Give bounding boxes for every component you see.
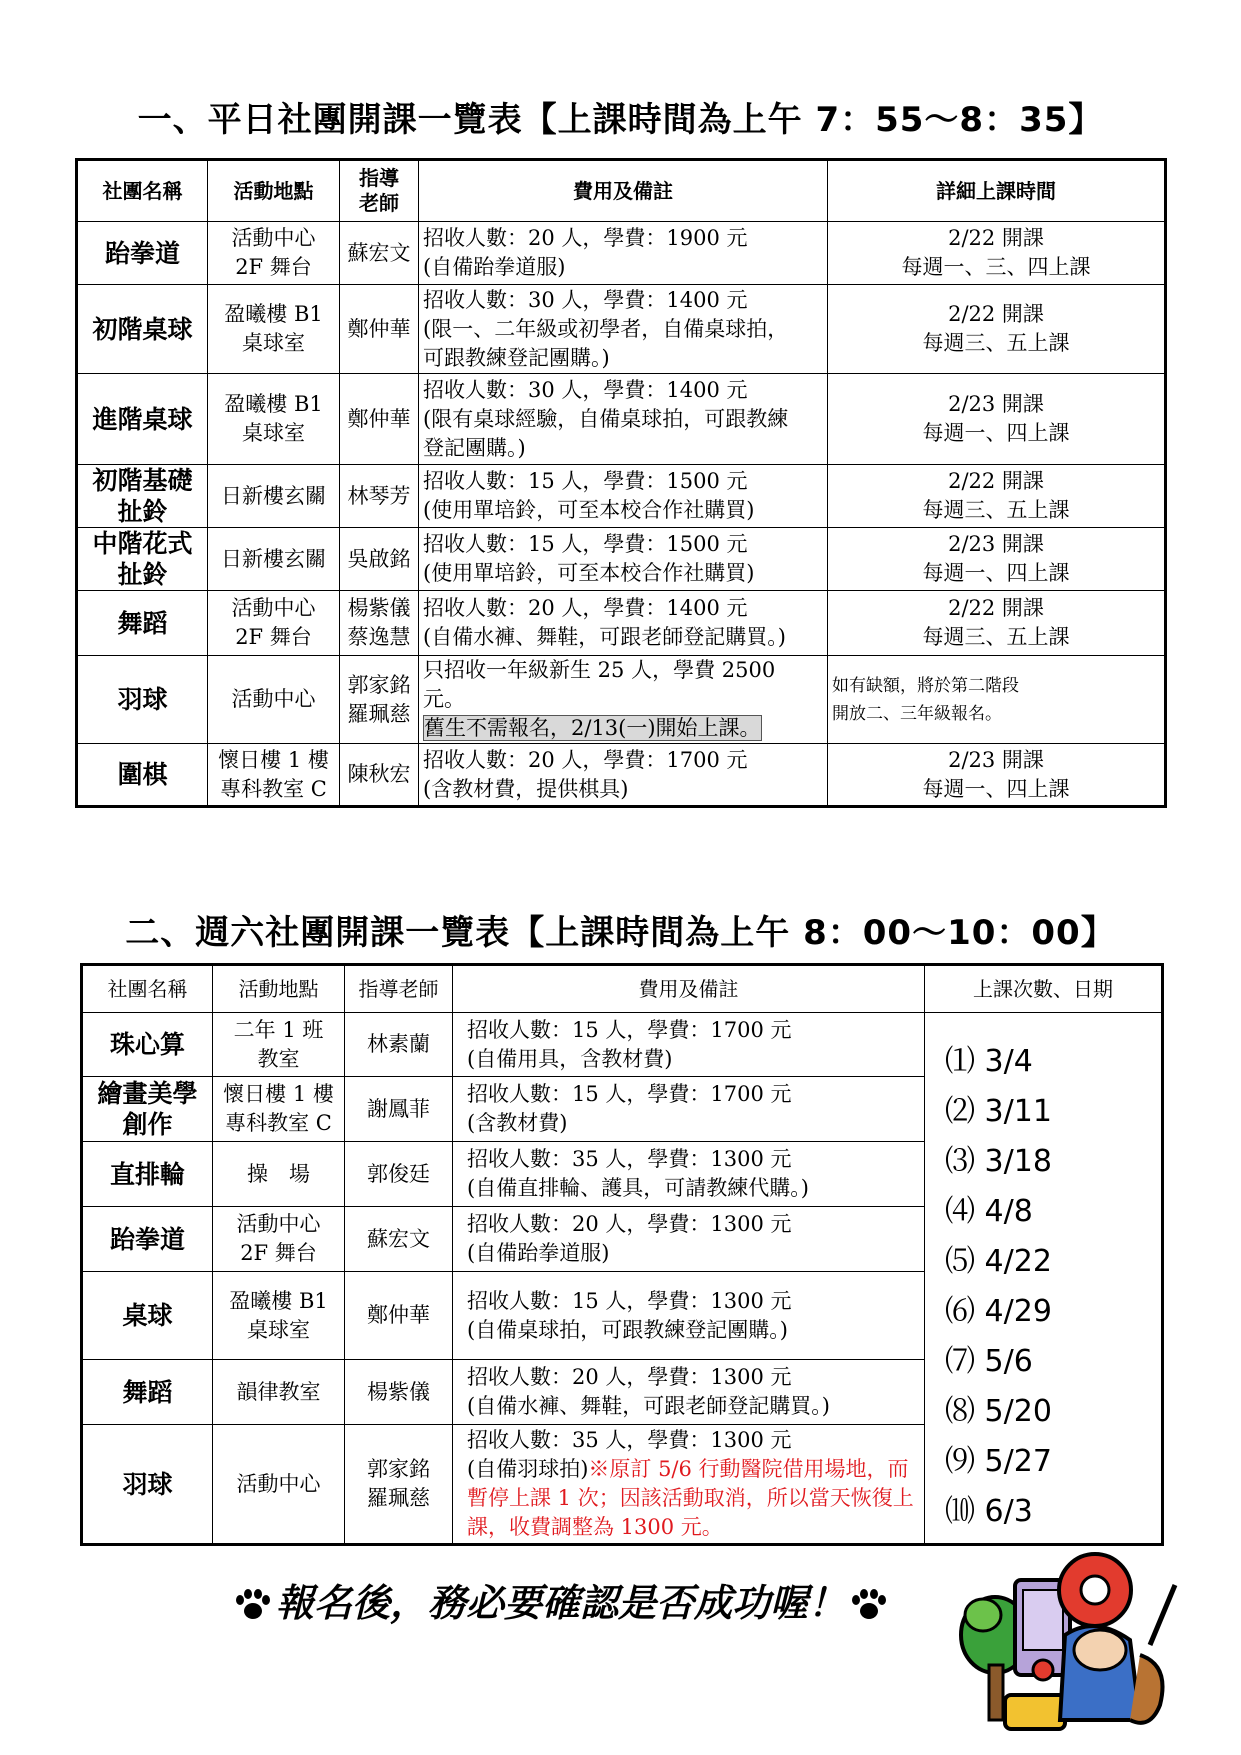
club-location: 懷日樓 1 樓 專科教室 C <box>213 1077 345 1142</box>
club-teacher: 蘇宏文 <box>345 1207 453 1272</box>
session-date: ⑸ 4/22 <box>945 1244 1052 1279</box>
header-teacher: 指導老師 <box>345 965 453 1013</box>
header-location: 活動地點 <box>213 965 345 1013</box>
club-teacher: 謝鳳菲 <box>345 1077 453 1142</box>
table-header-row <box>77 160 1166 222</box>
paw-icon <box>852 1589 886 1623</box>
red-notice: ※原訂 5/6 行動醫院借用場地，而暫停上課 1 次；因該活動取消，所以當天恢復上課，收費調整為 1300 元。 <box>467 1457 914 1539</box>
club-schedule: 2/22 開課 每週三、五上課 <box>828 285 1166 374</box>
paw-icon <box>236 1589 270 1623</box>
club-name: 珠心算 <box>82 1013 213 1077</box>
session-date: ⑻ 5/20 <box>945 1394 1052 1429</box>
club-fee: 招收人數：30 人，學費：1400 元 (限一、二年級或初學者，自備桌球拍， 可跟教練登記團購。) <box>419 285 828 374</box>
session-date: ⑼ 5/27 <box>945 1444 1052 1479</box>
club-name: 跆拳道 <box>82 1207 213 1272</box>
club-name: 羽球 <box>82 1425 213 1545</box>
club-schedule: 2/23 開課 每週一、四上課 <box>828 374 1166 465</box>
club-teacher: 鄭仲華 <box>340 285 419 374</box>
club-fee: 招收人數：20 人，學費：1300 元 (自備水褲、舞鞋，可跟老師登記購買。) <box>453 1360 925 1425</box>
club-fee: 招收人數：20 人，學費：1300 元 (自備跆拳道服) <box>453 1207 925 1272</box>
club-location: 活動中心 <box>213 1425 345 1545</box>
saturday-club-table <box>80 963 1164 1546</box>
weekday-club-table <box>75 158 1167 808</box>
club-location: 活動中心 2F 舞台 <box>208 222 340 285</box>
table-row <box>77 374 1166 465</box>
club-location: 盈曦樓 B1 桌球室 <box>208 374 340 465</box>
club-fee: 招收人數：20 人，學費：1900 元 (自備跆拳道服) <box>419 222 828 285</box>
session-date: ⑷ 4/8 <box>945 1194 1033 1229</box>
club-location: 活動中心 <box>208 656 340 744</box>
club-fee: 招收人數：15 人，學費：1700 元 (自備用具，含教材費) <box>453 1013 925 1077</box>
club-schedule: 如有缺額，將於第二階段 開放二、三年級報名。 <box>828 656 1166 744</box>
cartoon-illustration <box>955 1545 1185 1735</box>
club-schedule: 2/23 開課 每週一、四上課 <box>828 528 1166 591</box>
session-date: ⑺ 5/6 <box>945 1344 1033 1379</box>
club-fee: 招收人數：20 人，學費：1400 元 (自備水褲、舞鞋，可跟老師登記購買。) <box>419 591 828 656</box>
club-location: 日新樓玄關 <box>208 528 340 591</box>
session-dates <box>925 1013 1163 1545</box>
club-location: 日新樓玄關 <box>208 465 340 528</box>
club-schedule: 2/22 開課 每週一、三、四上課 <box>828 222 1166 285</box>
club-schedule: 2/22 開課 每週三、五上課 <box>828 465 1166 528</box>
club-name: 圍棋 <box>77 744 208 807</box>
club-name: 舞蹈 <box>77 591 208 656</box>
session-date: ⑶ 3/18 <box>945 1144 1052 1179</box>
session-date: ⑹ 4/29 <box>945 1294 1052 1329</box>
club-name: 直排輪 <box>82 1142 213 1207</box>
club-name: 初階桌球 <box>77 285 208 374</box>
club-fee: 招收人數：35 人，學費：1300 元 (自備直排輪、護具，可請教練代購。) <box>453 1142 925 1207</box>
weekday-section-title: 一、平日社團開課一覽表【上課時間為上午 7：55～8：35】 <box>137 100 1104 140</box>
club-name: 繪畫美學 創作 <box>82 1077 213 1142</box>
club-teacher: 郭家銘 羅珮慈 <box>345 1425 453 1545</box>
header-club-name: 社團名稱 <box>82 965 213 1013</box>
table-row <box>77 465 1166 528</box>
club-schedule: 2/23 開課 每週一、四上課 <box>828 744 1166 807</box>
header-schedule: 詳細上課時間 <box>828 160 1166 222</box>
club-location: 盈曦樓 B1 桌球室 <box>213 1272 345 1360</box>
session-date: ⑽ 6/3 <box>945 1494 1033 1529</box>
header-sessions-dates: 上課次數、日期 <box>925 965 1163 1013</box>
header-location: 活動地點 <box>208 160 340 222</box>
club-name: 桌球 <box>82 1272 213 1360</box>
club-teacher: 陳秋宏 <box>340 744 419 807</box>
table-row <box>77 591 1166 656</box>
club-name: 進階桌球 <box>77 374 208 465</box>
club-teacher: 郭俊廷 <box>345 1142 453 1207</box>
table-header-row <box>82 965 1163 1013</box>
table-row <box>77 285 1166 374</box>
club-name: 羽球 <box>77 656 208 744</box>
fee-text: 招收人數：35 人，學費：1300 元 (自備羽球拍) <box>467 1428 792 1481</box>
club-fee: 招收人數：15 人，學費：1500 元 (使用單培鈴，可至本校合作社購買) <box>419 528 828 591</box>
club-teacher: 鄭仲華 <box>340 374 419 465</box>
header-fee: 費用及備註 <box>453 965 925 1013</box>
table-row <box>82 1013 1163 1077</box>
table-row <box>77 222 1166 285</box>
club-name: 跆拳道 <box>77 222 208 285</box>
fee-note: 只招收一年級新生 25 人，學費 2500 元。 <box>423 658 776 711</box>
header-club-name: 社團名稱 <box>77 160 208 222</box>
table-row <box>77 528 1166 591</box>
club-fee: 招收人數：15 人，學費：1300 元 (自備桌球拍，可跟教練登記團購。) <box>453 1272 925 1360</box>
club-name: 初階基礎 扯鈴 <box>77 465 208 528</box>
club-fee <box>419 656 828 744</box>
saturday-section-title: 二、週六社團開課一覽表【上課時間為上午 8：00～10：00】 <box>125 913 1116 953</box>
session-date: ⑵ 3/11 <box>945 1094 1052 1129</box>
session-date: ⑴ 3/4 <box>945 1044 1033 1079</box>
footer-text: 報名後，務必要確認是否成功喔！ <box>276 1581 847 1625</box>
club-fee <box>453 1425 925 1545</box>
club-location: 活動中心 2F 舞台 <box>213 1207 345 1272</box>
club-location: 盈曦樓 B1 桌球室 <box>208 285 340 374</box>
club-fee: 招收人數：15 人，學費：1500 元 (使用單培鈴，可至本校合作社購買) <box>419 465 828 528</box>
club-location: 懷日樓 1 樓 專科教室 C <box>208 744 340 807</box>
club-location: 操 場 <box>213 1142 345 1207</box>
club-teacher: 楊紫儀 <box>345 1360 453 1425</box>
club-fee: 招收人數：30 人，學費：1400 元 (限有桌球經驗，自備桌球拍，可跟教練 登記團購。) <box>419 374 828 465</box>
club-fee: 招收人數：15 人，學費：1700 元 (含教材費) <box>453 1077 925 1142</box>
club-name: 中階花式 扯鈴 <box>77 528 208 591</box>
club-teacher: 鄭仲華 <box>345 1272 453 1360</box>
club-teacher: 郭家銘 羅珮慈 <box>340 656 419 744</box>
highlighted-note: 舊生不需報名，2/13(一)開始上課。 <box>424 716 761 740</box>
footer-reminder <box>230 1572 892 1627</box>
club-location: 韻律教室 <box>213 1360 345 1425</box>
club-teacher: 楊紫儀 蔡逸慧 <box>340 591 419 656</box>
club-teacher: 林素蘭 <box>345 1013 453 1077</box>
table-row <box>77 656 1166 744</box>
club-location: 二年 1 班 教室 <box>213 1013 345 1077</box>
table-row <box>77 744 1166 807</box>
club-name: 舞蹈 <box>82 1360 213 1425</box>
club-teacher: 林琴芳 <box>340 465 419 528</box>
club-location: 活動中心 2F 舞台 <box>208 591 340 656</box>
header-fee: 費用及備註 <box>419 160 828 222</box>
club-fee: 招收人數：20 人，學費：1700 元 (含教材費，提供棋具) <box>419 744 828 807</box>
header-teacher: 指導 老師 <box>340 160 419 222</box>
club-teacher: 蘇宏文 <box>340 222 419 285</box>
club-teacher: 吳啟銘 <box>340 528 419 591</box>
club-schedule: 2/22 開課 每週三、五上課 <box>828 591 1166 656</box>
